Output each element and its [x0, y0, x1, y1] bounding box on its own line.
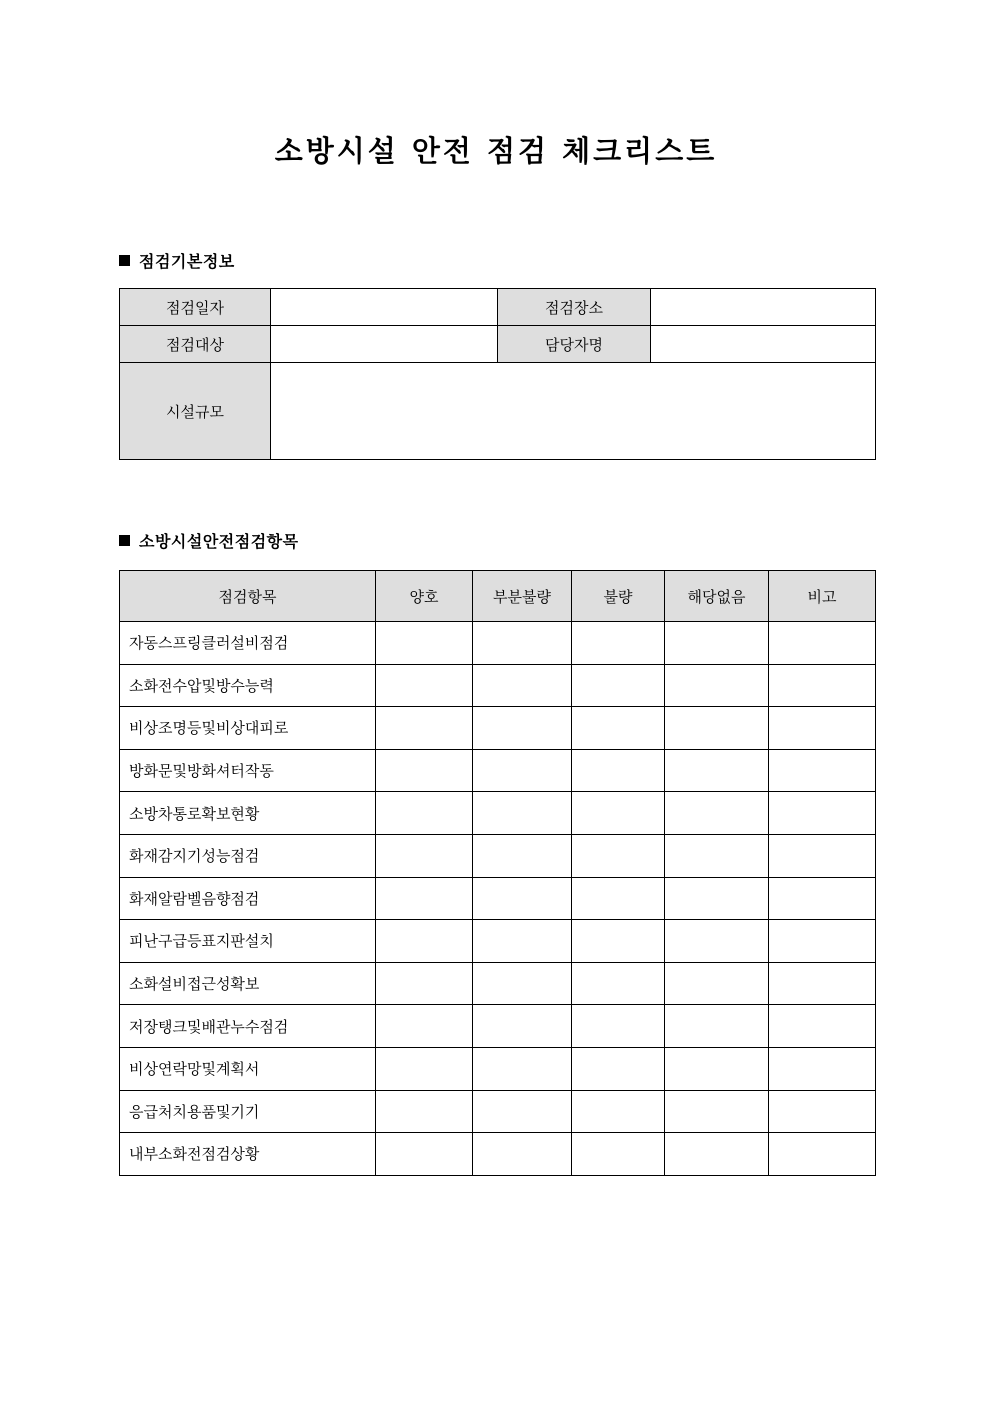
column-header-defect: 불량 — [572, 571, 665, 622]
inspection-cell-not-applicable[interactable] — [665, 664, 769, 707]
inspection-cell-remarks[interactable] — [769, 962, 876, 1005]
inspection-cell-remarks[interactable] — [769, 1133, 876, 1176]
table-row — [120, 920, 876, 963]
inspection-cell-defect[interactable] — [572, 707, 665, 750]
inspection-cell-defect[interactable] — [572, 1005, 665, 1048]
table-row — [120, 707, 876, 750]
inspection-cell-remarks[interactable] — [769, 877, 876, 920]
inspection-cell-not-applicable[interactable] — [665, 792, 769, 835]
inspection-cell-defect[interactable] — [572, 834, 665, 877]
inspection-cell-remarks[interactable] — [769, 664, 876, 707]
table-row — [120, 749, 876, 792]
inspection-cell-good[interactable] — [376, 1005, 473, 1048]
column-header-good: 양호 — [376, 571, 473, 622]
field-value-person-in-charge[interactable] — [651, 326, 876, 363]
table-row — [120, 622, 876, 665]
field-value-facility-scale[interactable] — [271, 363, 876, 460]
inspection-cell-partial-defect[interactable] — [473, 834, 572, 877]
inspection-cell-good[interactable] — [376, 1133, 473, 1176]
table-row — [120, 1133, 876, 1176]
inspection-cell-not-applicable[interactable] — [665, 834, 769, 877]
table-row — [120, 792, 876, 835]
table-row — [120, 664, 876, 707]
inspection-cell-defect[interactable] — [572, 792, 665, 835]
inspection-cell-partial-defect[interactable] — [473, 664, 572, 707]
field-label-facility-scale: 시설규모 — [120, 363, 271, 460]
inspection-cell-remarks[interactable] — [769, 920, 876, 963]
inspection-cell-defect[interactable] — [572, 1090, 665, 1133]
inspection-cell-good[interactable] — [376, 1090, 473, 1133]
inspection-item-name: 소화전수압및방수능력 — [120, 664, 376, 707]
inspection-cell-remarks[interactable] — [769, 834, 876, 877]
inspection-item-name: 방화문및방화셔터작동 — [120, 749, 376, 792]
inspection-cell-good[interactable] — [376, 622, 473, 665]
square-bullet-icon — [119, 255, 130, 266]
section-heading-inspection-items-label: 소방시설안전점검항목 — [139, 532, 299, 551]
section-heading-basic-info-label: 점검기본정보 — [139, 252, 235, 271]
field-label-person-in-charge: 담당자명 — [498, 326, 651, 363]
field-value-inspection-date[interactable] — [271, 289, 498, 326]
inspection-item-name: 응급처치용품및기기 — [120, 1090, 376, 1133]
inspection-cell-good[interactable] — [376, 1047, 473, 1090]
inspection-cell-partial-defect[interactable] — [473, 962, 572, 1005]
table-row — [120, 834, 876, 877]
inspection-item-name: 자동스프링클러설비점검 — [120, 622, 376, 665]
inspection-item-name: 화재감지기성능점검 — [120, 834, 376, 877]
table-row — [120, 1005, 876, 1048]
inspection-item-name: 소화설비접근성확보 — [120, 962, 376, 1005]
table-row — [120, 962, 876, 1005]
column-header-partial-defect: 부분불량 — [473, 571, 572, 622]
inspection-cell-not-applicable[interactable] — [665, 1005, 769, 1048]
inspection-items-table — [119, 570, 876, 1176]
inspection-cell-partial-defect[interactable] — [473, 1005, 572, 1048]
inspection-cell-defect[interactable] — [572, 622, 665, 665]
inspection-cell-good[interactable] — [376, 707, 473, 750]
field-value-inspection-target[interactable] — [271, 326, 498, 363]
inspection-cell-remarks[interactable] — [769, 1047, 876, 1090]
inspection-cell-remarks[interactable] — [769, 622, 876, 665]
section-heading-inspection-items — [119, 529, 299, 552]
inspection-item-name: 화재알람벨음향점검 — [120, 877, 376, 920]
inspection-cell-good[interactable] — [376, 920, 473, 963]
table-row — [120, 1047, 876, 1090]
page-title: 소방시설 안전 점검 체크리스트 — [274, 134, 718, 168]
column-header-item: 점검항목 — [120, 571, 376, 622]
basic-info-table — [119, 288, 876, 460]
inspection-cell-good[interactable] — [376, 664, 473, 707]
inspection-cell-remarks[interactable] — [769, 707, 876, 750]
inspection-cell-not-applicable[interactable] — [665, 1047, 769, 1090]
inspection-cell-remarks[interactable] — [769, 1005, 876, 1048]
inspection-cell-defect[interactable] — [572, 664, 665, 707]
inspection-cell-partial-defect[interactable] — [473, 1090, 572, 1133]
inspection-cell-defect[interactable] — [572, 749, 665, 792]
inspection-cell-not-applicable[interactable] — [665, 707, 769, 750]
inspection-cell-good[interactable] — [376, 962, 473, 1005]
table-row — [120, 877, 876, 920]
inspection-cell-not-applicable[interactable] — [665, 962, 769, 1005]
inspection-cell-partial-defect[interactable] — [473, 1133, 572, 1176]
inspection-cell-not-applicable[interactable] — [665, 749, 769, 792]
inspection-item-name: 저장탱크및배관누수점검 — [120, 1005, 376, 1048]
inspection-cell-remarks[interactable] — [769, 749, 876, 792]
inspection-cell-good[interactable] — [376, 792, 473, 835]
inspection-cell-defect[interactable] — [572, 920, 665, 963]
inspection-cell-partial-defect[interactable] — [473, 1047, 572, 1090]
section-heading-basic-info — [119, 249, 235, 272]
field-label-inspection-date: 점검일자 — [120, 289, 271, 326]
field-label-inspection-place: 점검장소 — [498, 289, 651, 326]
field-value-inspection-place[interactable] — [651, 289, 876, 326]
inspection-cell-partial-defect[interactable] — [473, 622, 572, 665]
inspection-cell-remarks[interactable] — [769, 792, 876, 835]
inspection-cell-good[interactable] — [376, 877, 473, 920]
column-header-not-applicable: 해당없음 — [665, 571, 769, 622]
inspection-cell-remarks[interactable] — [769, 1090, 876, 1133]
inspection-cell-partial-defect[interactable] — [473, 877, 572, 920]
inspection-cell-good[interactable] — [376, 834, 473, 877]
inspection-item-name: 내부소화전점검상황 — [120, 1133, 376, 1176]
inspection-item-name: 피난구급등표지판설치 — [120, 920, 376, 963]
square-bullet-icon — [119, 535, 130, 546]
inspection-cell-not-applicable[interactable] — [665, 920, 769, 963]
inspection-item-name: 비상조명등및비상대피로 — [120, 707, 376, 750]
inspection-cell-partial-defect[interactable] — [473, 749, 572, 792]
field-label-inspection-target: 점검대상 — [120, 326, 271, 363]
inspection-cell-defect[interactable] — [572, 962, 665, 1005]
table-header-row — [120, 571, 876, 622]
inspection-cell-not-applicable[interactable] — [665, 1090, 769, 1133]
inspection-cell-partial-defect[interactable] — [473, 707, 572, 750]
table-row — [120, 363, 876, 460]
inspection-cell-defect[interactable] — [572, 877, 665, 920]
table-row — [120, 1090, 876, 1133]
inspection-cell-not-applicable[interactable] — [665, 877, 769, 920]
inspection-cell-not-applicable[interactable] — [665, 1133, 769, 1176]
inspection-cell-not-applicable[interactable] — [665, 622, 769, 665]
column-header-remarks: 비고 — [769, 571, 876, 622]
inspection-cell-good[interactable] — [376, 749, 473, 792]
inspection-item-name: 비상연락망및계획서 — [120, 1047, 376, 1090]
table-row — [120, 289, 876, 326]
inspection-cell-defect[interactable] — [572, 1047, 665, 1090]
inspection-cell-partial-defect[interactable] — [473, 920, 572, 963]
table-row — [120, 326, 876, 363]
inspection-cell-defect[interactable] — [572, 1133, 665, 1176]
inspection-cell-partial-defect[interactable] — [473, 792, 572, 835]
inspection-item-name: 소방차통로확보현황 — [120, 792, 376, 835]
